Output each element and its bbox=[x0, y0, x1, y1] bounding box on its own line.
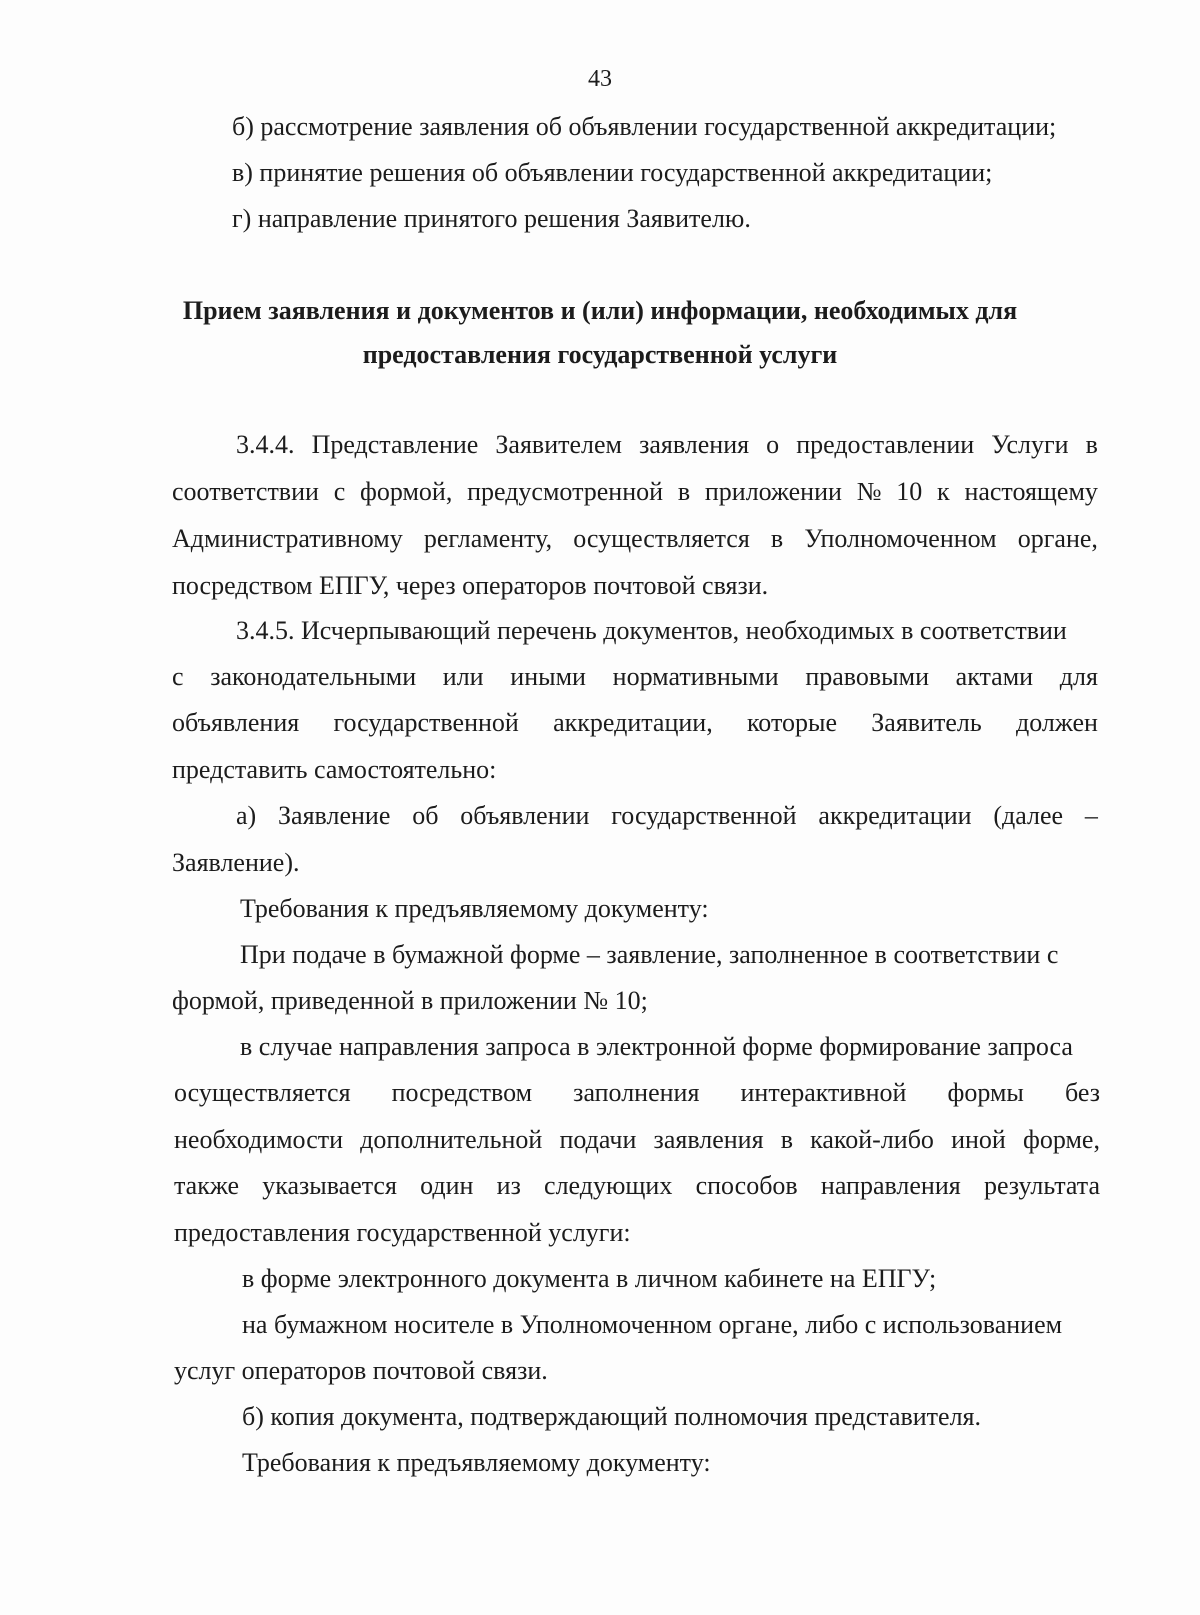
word: заявления bbox=[653, 1125, 764, 1154]
paper-carrier-line-1: на бумажном носителе в Уполномоченном органе, либо с использованием bbox=[242, 1310, 1063, 1339]
word: дополнительной bbox=[360, 1125, 543, 1154]
word: регламенту, bbox=[423, 524, 553, 553]
word: Заявителем bbox=[495, 430, 622, 459]
word: или bbox=[442, 662, 484, 691]
word: также bbox=[174, 1171, 240, 1200]
word: 10 bbox=[896, 477, 923, 506]
electronic-line-3 bbox=[174, 1125, 1100, 1155]
word: – bbox=[1084, 801, 1098, 830]
electronic-line-1: в случае направления запроса в электронной форме формирование запроса bbox=[240, 1032, 1073, 1061]
word: для bbox=[1059, 662, 1098, 691]
word: об bbox=[412, 801, 439, 830]
word: аккредитации bbox=[818, 801, 972, 830]
electronic-line-2 bbox=[174, 1078, 1100, 1108]
word: о bbox=[766, 430, 780, 459]
word: государственной bbox=[333, 708, 519, 737]
word: подачи bbox=[559, 1125, 637, 1154]
word: органе, bbox=[1017, 524, 1098, 553]
word: должен bbox=[1016, 708, 1098, 737]
word: с bbox=[333, 477, 346, 506]
word: предоставлении bbox=[796, 430, 975, 459]
word: аккредитации, bbox=[553, 708, 713, 737]
word: Административному bbox=[172, 524, 403, 553]
word: без bbox=[1064, 1078, 1100, 1107]
word: в bbox=[780, 1125, 793, 1154]
word: приложении bbox=[704, 477, 842, 506]
paragraph-344-line-1 bbox=[236, 430, 1098, 460]
word: предусмотренной bbox=[467, 477, 664, 506]
paper-form-line-1: При подаче в бумажной форме – заявление, заполненное в соответствии с bbox=[240, 940, 1059, 969]
word: интерактивной bbox=[740, 1078, 907, 1107]
epgu-option: в форме электронного документа в личном кабинете на ЕПГУ; bbox=[242, 1264, 937, 1293]
paragraph-345-line-4: представить самостоятельно: bbox=[172, 755, 497, 784]
word: посредством bbox=[391, 1078, 533, 1107]
list-item-g: г) направление принятого решения Заявителю. bbox=[232, 204, 751, 233]
paragraph-345-line-2 bbox=[172, 662, 1098, 692]
word: соответствии bbox=[172, 477, 319, 506]
word: государственной bbox=[611, 801, 797, 830]
word: направления bbox=[820, 1171, 961, 1200]
list-item-v: в) принятие решения об объявлении государственной аккредитации; bbox=[232, 158, 993, 187]
word: Услуги bbox=[991, 430, 1069, 459]
word: объявлении bbox=[460, 801, 590, 830]
section-heading-line-2: предоставления государственной услуги bbox=[362, 340, 838, 369]
word: № bbox=[856, 477, 882, 506]
requirements-label-1: Требования к предъявляемому документу: bbox=[240, 894, 709, 923]
word: формы bbox=[947, 1078, 1024, 1107]
word: в bbox=[770, 524, 784, 553]
word: необходимости bbox=[174, 1125, 344, 1154]
word: которые bbox=[747, 708, 837, 737]
paragraph-344-line-4: посредством ЕПГУ, через операторов почтовой связи. bbox=[172, 571, 769, 600]
word: законодательными bbox=[210, 662, 417, 691]
word: какой-либо bbox=[810, 1125, 934, 1154]
word: актами bbox=[955, 662, 1034, 691]
word: иной bbox=[951, 1125, 1006, 1154]
word: заполнения bbox=[573, 1078, 700, 1107]
paper-carrier-line-2: услуг операторов почтовой связи. bbox=[174, 1356, 548, 1385]
word: осуществляется bbox=[573, 524, 750, 553]
word: Заявитель bbox=[871, 708, 982, 737]
list-item-b: б) рассмотрение заявления об объявлении государственной аккредитации; bbox=[232, 112, 1057, 141]
word: нормативными bbox=[612, 662, 779, 691]
word: в bbox=[1085, 430, 1098, 459]
word: (далее bbox=[993, 801, 1064, 830]
word: указывается bbox=[262, 1171, 397, 1200]
paper-form-line-2: формой, приведенной в приложении № 10; bbox=[172, 986, 648, 1015]
word: Заявление bbox=[278, 801, 391, 830]
word: иными bbox=[510, 662, 586, 691]
word: формой, bbox=[360, 477, 453, 506]
word: а) bbox=[236, 801, 257, 830]
word: к bbox=[937, 477, 950, 506]
word: из bbox=[496, 1171, 521, 1200]
list-item-b-copy: б) копия документа, подтверждающий полномочия представителя. bbox=[242, 1402, 982, 1431]
paragraph-344-line-3 bbox=[172, 524, 1098, 554]
word: заявления bbox=[639, 430, 750, 459]
item-a-line-1 bbox=[236, 801, 1098, 831]
word: следующих bbox=[544, 1171, 673, 1200]
paragraph-345-line-1: 3.4.5. Исчерпывающий перечень документов, необходимых в соответствии bbox=[236, 616, 1067, 645]
word: в bbox=[677, 477, 691, 506]
word: правовыми bbox=[805, 662, 929, 691]
word: осуществляется bbox=[174, 1078, 351, 1107]
electronic-line-5: предоставления государственной услуги: bbox=[174, 1218, 631, 1247]
word: настоящему bbox=[964, 477, 1098, 506]
word: объявления bbox=[172, 708, 300, 737]
word: с bbox=[172, 662, 184, 691]
page-number: 43 bbox=[588, 66, 612, 92]
word: Представление bbox=[311, 430, 479, 459]
paragraph-345-line-3 bbox=[172, 708, 1098, 738]
item-a-line-2: Заявление). bbox=[172, 848, 300, 877]
paragraph-344-line-2 bbox=[172, 477, 1098, 507]
word: один bbox=[420, 1171, 474, 1200]
electronic-line-4 bbox=[174, 1171, 1100, 1201]
word: Уполномоченном bbox=[804, 524, 997, 553]
requirements-label-2: Требования к предъявляемому документу: bbox=[242, 1448, 711, 1477]
section-heading-line-1: Прием заявления и документов и (или) информации, необходимых для bbox=[182, 296, 1018, 325]
word: способов bbox=[695, 1171, 798, 1200]
word: результата bbox=[983, 1171, 1100, 1200]
word: форме, bbox=[1023, 1125, 1100, 1154]
word: 3.4.4. bbox=[236, 430, 295, 459]
